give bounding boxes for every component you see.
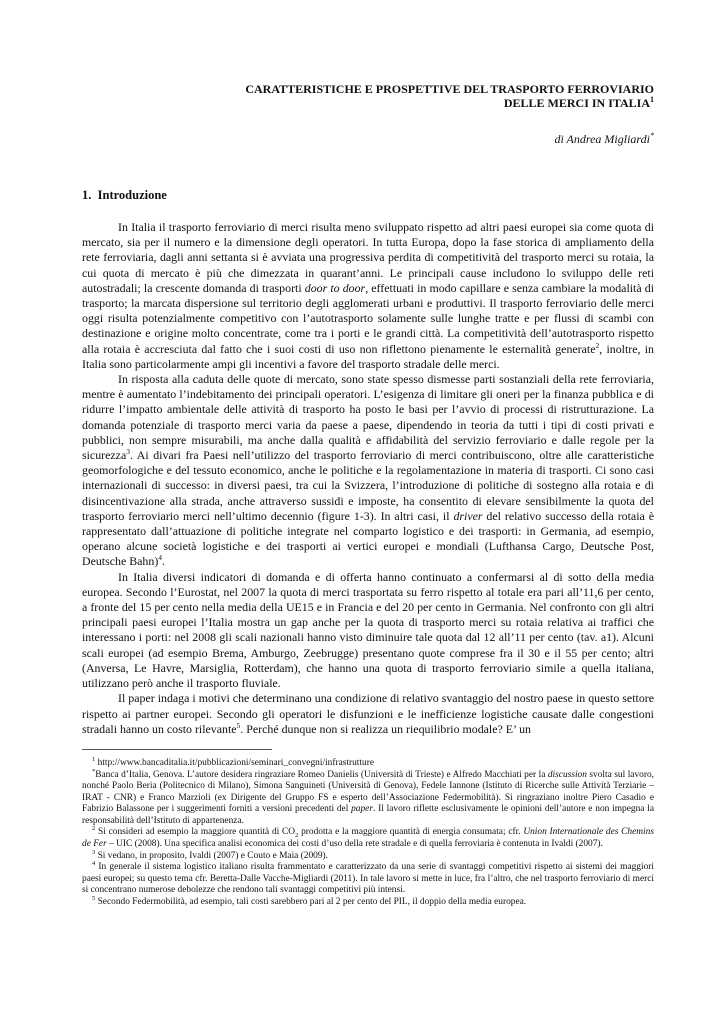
footnote-star-text-c: . Il lavoro riflette esclusivamente le opinioni dell’autore e non impegna la responsabilità dell’Istituto di appartenenza. (82, 804, 654, 826)
p2-text-b: . Ai divari fra Paesi nell’utilizzo del trasporto ferroviario di merci contribuiscono, oltre alle caratteristiche geomorfologiche e del tessuto economico, anche le politiche e la regolamentazione in materia di trasporti. Ci sono casi internazionali di successo: in diversi paesi, tra cui la Svizzera, l’introduzione di politiche di sostegno alla rotaia e di disincentivazione alla strada, anche attraverso sussidi e imposte, ha consentito di elevare sensibilmente la quota del trasporto ferroviario merci nell’ultimo decennio (figure 1-3). In altri casi, il (82, 448, 654, 523)
footnote-ref-5: 5 (236, 720, 241, 730)
p4-text-a: Il paper indaga i motivi che determinano una condizione di relativo svantaggio del nostro paese in questo settore rispetto ai partner europei. Secondo gli operatori le disfunzioni e le inefficienze logistiche causate dalle congestioni stradali hanno un costo rilevante (82, 691, 654, 736)
p2-text-d: . (162, 554, 166, 569)
title-line-2 (82, 96, 654, 110)
footnote-2-mark: 2 (92, 825, 96, 833)
footnote-ref-3: 3 (126, 447, 130, 457)
title-line-1: CARATTERISTICHE E PROSPETTIVE DEL TRASPORTO FERROVIARIO (245, 82, 654, 96)
footnote-2-emphasis: Union Internationale des Chemins de Fer (82, 827, 654, 850)
footnote-1-mark: 1 (92, 755, 96, 763)
p1-text-b: , effettuati in modo capillare e senza cambiare la modalità di trasporto; la marcata dispersione sul territorio degli agglomerati urbani e produttivi. Il trasporto ferroviario delle merci oggi risulta potenzialmente competitivo con l’autotrasporto solamente sulle lunghe tratte e per flussi di scambi con destinazione e origine molto concentrate, come tra i porti e le grandi città. La competitività dell’autotrasporto rispetto alla rotaia è accresciuta dal fatto che i suoi costi di uso non riflettono pienamente le esternalità generate (82, 280, 654, 356)
footnote-2-text-c: – UIC (2008). Una specifica analisi economica dei costi d’uso della rete stradale e di quella ferroviaria è contenuta in Ivaldi (2007). (106, 839, 603, 850)
p1-text-a: In Italia il trasporto ferroviario di merci risulta meno sviluppato rispetto ad altri paesi europei sia come quota di mercato, sia per il numero e la dimensione degli operatori. In tutta Europa, dopo la fase storica di ampliamento della rete ferroviaria, dagli anni settanta si è avviata una progressiva perdita di competitività del trasporto merci su rotaia, la cui quota di mercato è più che dimezzata in quarant’anni. Le principali cause includono lo sviluppo delle reti autostradali; la crescente domanda di trasporti (82, 220, 654, 295)
p2-emphasis: driver (453, 508, 483, 523)
footnote-2 (82, 827, 654, 850)
footnote-5 (82, 894, 654, 909)
title-line-2-text: DELLE MERCI IN ITALIA (503, 96, 650, 110)
footnote-5-text: Secondo Federmobilità, ad esempio, tali costi sarebbero pari al 2 per cento del PIL, il doppio della media europea. (95, 897, 527, 908)
footnote-4-mark: 4 (92, 860, 96, 868)
footnote-3-mark: 3 (92, 848, 96, 856)
footnote-3 (82, 848, 654, 863)
paper-title (82, 82, 654, 110)
footnote-ref-2: 2 (595, 340, 600, 350)
p2-text-c: del relativo successo della rotaia è rappresentato dall’attuazione di politiche integrate nel comparto logistico e dei trasporti: in Germania, ad esempio, operano alcune società logistiche e dei trasporti ai vertici europei e mondiali (Lufthansa Cargo, Deutsche Post, Deutsche Bahn) (82, 508, 654, 569)
footnotes (82, 755, 654, 909)
section-title: Introduzione (97, 188, 167, 202)
paragraph-3: In Italia diversi indicatori di domanda e di offerta hanno continuato a confermarsi al di sotto della media europea. Secondo l’Eurostat, nel 2007 la quota di merci trasportata su ferro rispetto al totale era pari all’11,6 per cento, a fronte del 15 per cento nella media della UE15 e in Francia e del 20 per cento in Germania. Nel confronto con gli altri principali paesi europei l’Italia mostra un gap anche per la quota di trasporto merci su rotaia relativa ai traffici che interessano i porti: nel 2008 gli scali nazionali hanno visto diminuire tale quota dal 12 all’11 per cento (tav. a1). Alcuni scali europei (ad esempio Brema, Amburgo, Zeebrugge) presentano quote comprese fra il 30 e il 55 per cento; altri (Anversa, Le Havre, Marsiglia, Rotterdam), che hanno una quota di trasporto ferroviario simile a quella italiana, utilizzano però anche il trasporto fluviale. (82, 569, 654, 691)
p1-emphasis: door to door (304, 280, 366, 295)
body-text (82, 220, 654, 737)
footnote-4 (82, 862, 654, 897)
footnote-1 (82, 755, 654, 770)
p4-text-b: . Perché dunque non si realizza un riequilibrio modale? E’ un (240, 721, 531, 736)
p1-text-c: , inoltre, in Italia sono particolarmente ampi gli incentivi a favore del trasporto stradale delle merci. (82, 341, 654, 371)
paragraph-4 (82, 691, 654, 737)
paragraph-1 (82, 220, 654, 372)
p2-text-a: In risposta alla caduta delle quote di mercato, sono state spesso dismesse parti sostanziali della rete ferroviaria, mentre è aumentato l’indebitamento dei principali operatori. L’esigenza di limitare gli oneri per la finanza pubblica e di ridurre l’impatto ambientale delle attività di trasporto ha posto le basi per l’avvio di processi di ristrutturazione. La domanda potenziale di trasporto merci varia da paese a paese, dipendendo in teoria da tutti i tipi di costi privati e pubblici, non sempre misurabili, ma anche dalla qualità e affidabilità del servizio ferroviario e dalle regole per la sicurezza (82, 372, 654, 463)
footnote-5-mark: 5 (92, 894, 96, 902)
footnote-ref-4: 4 (158, 553, 163, 563)
footnote-2-text-b: prodotta e la maggiore quantità di energia consumata; cfr. (298, 827, 524, 838)
paragraph-2 (82, 372, 654, 570)
footnote-star-text-a: Banca d’Italia, Genova. L’autore desidera ringraziare Romeo Danielis (Università di Trieste) e Alfredo Macchiati per la (95, 769, 548, 780)
author-footnote-mark: * (650, 131, 654, 140)
footnote-1-text: http://www.bancaditalia.it/pubblicazioni/seminari_convegni/infrastrutture (95, 757, 374, 768)
footnote-star-emphasis-1: discussion (547, 769, 587, 780)
section-number: 1. (82, 188, 92, 202)
author-line (82, 132, 654, 147)
footnote-2-text-a: Si consideri ad esempio la maggiore quantità di CO (95, 827, 296, 838)
footnote-star (82, 767, 654, 828)
footnote-star-text-b: svolta sul lavoro, nonché Paolo Beria (Politecnico di Milano), Simona Sanguineti (Università di Genova), Fedele Iannone (Istituto di Ricerche sulle Attività Terziarie – IRAT - CNR) e Franco Marzioli (ex Dirigente del Gruppo FS e esperto dell’Associazione Federmobilità). Si ringraziano inoltre Piero Casadio e Fabrizio Balassone per i suggerimenti forniti a versioni precedenti del (82, 769, 654, 815)
footnote-star-mark: * (92, 767, 96, 775)
footnote-4-text: In generale il sistema logistico italiano risulta frammentato e caratterizzato da una serie di svantaggi competitivi rispetto ai sistemi dei maggiori paesi europei; su questo tema cfr. Beretta-Dalle Vacche-Migliardi (2011). In tale lavoro si mette in luce, fra l’altro, che nel trasporto ferroviario di merci si concentrano numerose debolezze che rendono tali svantaggi competitivi più intensi. (82, 862, 654, 896)
footnote-star-emphasis-2: paper (351, 804, 373, 815)
author-name: di Andrea Migliardi (554, 132, 650, 146)
footnote-separator (82, 749, 272, 750)
footnote-3-text: Si vedano, in proposito, Ivaldi (2007) e Couto e Maia (2009). (95, 850, 329, 861)
title-footnote-mark: 1 (650, 95, 654, 104)
paper-page (82, 82, 654, 909)
section-heading (82, 188, 654, 203)
footnote-2-subscript: 2 (295, 832, 299, 840)
